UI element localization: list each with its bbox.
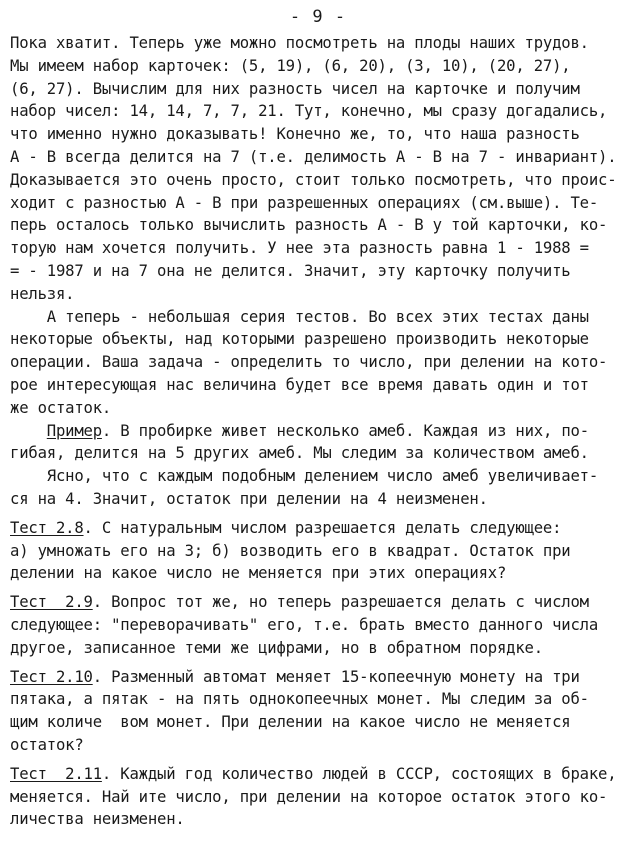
paragraph-tests-intro	[10, 306, 626, 420]
test-label: Тест 2.10	[10, 667, 93, 686]
test-2-11	[10, 763, 626, 831]
text-line: перь осталось только вычислить разность А - В у той карточки, ко-	[10, 216, 608, 235]
text-line: ходит с разностью А - В при разрешенных операциях (см.выше). Те-	[10, 193, 599, 212]
text-line: что именно нужно доказывать! Конечно же, то, что наша разность	[10, 125, 580, 144]
paragraph-card-solution	[10, 32, 626, 306]
text-line: же остаток.	[10, 398, 112, 417]
test-label: Тест 2.11	[10, 764, 102, 783]
text-line: щим количе вом монет. При делении на какое число не меняется	[10, 713, 571, 732]
example-label: Пример	[46, 421, 102, 440]
text-line: некоторые объекты, над которыми разрешено производить некоторые	[10, 330, 589, 349]
test-label: Тест 2.8	[10, 518, 84, 537]
text-line: гибая, делится на 5 других амеб. Мы следим за количеством амеб.	[10, 444, 589, 463]
test-label: Тест 2.9	[10, 593, 93, 612]
text-line	[10, 591, 626, 614]
text-line: Доказывается это очень просто, стоит только посмотреть, что проис-	[10, 170, 617, 189]
text-line: Пока хватит. Теперь уже можно посмотреть на плоды наших трудов.	[10, 34, 589, 52]
test-2-9	[10, 591, 626, 659]
text-run: . В пробирке живет несколько амеб. Каждая из них, по-	[101, 421, 589, 440]
text-line: набор чисел: 14, 14, 7, 7, 21. Тут, конечно, мы сразу догадались,	[10, 102, 608, 121]
text-line: остаток?	[10, 735, 84, 754]
test-2-10	[10, 666, 626, 757]
paragraph-example	[10, 420, 626, 511]
text-line: пятака, а пятак - на пять однокопеечных монет. Мы следим за об-	[10, 690, 589, 709]
text-line: торую нам хочется получить. У нее эта разность равна 1 - 1988 =	[10, 239, 589, 258]
test-2-8	[10, 517, 626, 585]
text-line: следующее: "переворачивать" его, т.е. брать вместо данного числа	[10, 615, 599, 634]
text-line: (6, 27). Вычислим для них разность чисел на карточке и получим	[10, 79, 580, 98]
text-line: ся на 4. Значит, остаток при делении на 4 неизменен.	[10, 489, 488, 508]
text-line: делении на какое число не меняется при этих операциях?	[10, 564, 507, 583]
text-run: . Вопрос тот же, но теперь разрешается делать с числом	[92, 593, 589, 612]
text-line: рое интересующая нас величина будет все время давать один и тот	[10, 375, 589, 394]
text-line: меняется. Най ите число, при делении на которое остаток этого ко-	[10, 787, 608, 806]
text-run: . Каждый год количество людей в СССР, состоящих в браке,	[101, 764, 617, 783]
text-line: А - В всегда делится на 7 (т.е. делимость А - В на 7 - инвариант).	[10, 147, 617, 166]
text-line	[10, 763, 626, 786]
text-line: нельзя.	[10, 284, 75, 303]
text-line	[10, 420, 626, 443]
page-number: - 9 -	[289, 7, 347, 27]
text-line: Ясно, что с каждым подобным делением число амеб увеличивает-	[10, 467, 599, 486]
indent	[10, 422, 47, 440]
text-line: а) умножать его на 3; б) возводить его в квадрат. Остаток при	[10, 541, 571, 560]
text-line: операции. Ваша задача - определить то число, при делении на кото-	[10, 353, 608, 372]
text-line: личества неизменен.	[10, 810, 185, 829]
text-run: . С натуральным числом разрешается делать следующее:	[83, 518, 562, 537]
text-line: А теперь - небольшая серия тестов. Во всех этих тестах даны	[10, 307, 589, 326]
document-body	[10, 32, 626, 831]
text-line	[10, 666, 626, 689]
text-line	[10, 517, 626, 540]
text-line: = - 1987 и на 7 она не делится. Значит, эту карточку получить	[10, 261, 571, 280]
text-line: Мы имеем набор карточек: (5, 19), (6, 20), (3, 10), (20, 27),	[10, 56, 571, 75]
text-run: . Разменный автомат меняет 15-копеечную монету на три	[92, 667, 580, 686]
text-line: другое, записанное теми же цифрами, но в обратном порядке.	[10, 638, 543, 657]
